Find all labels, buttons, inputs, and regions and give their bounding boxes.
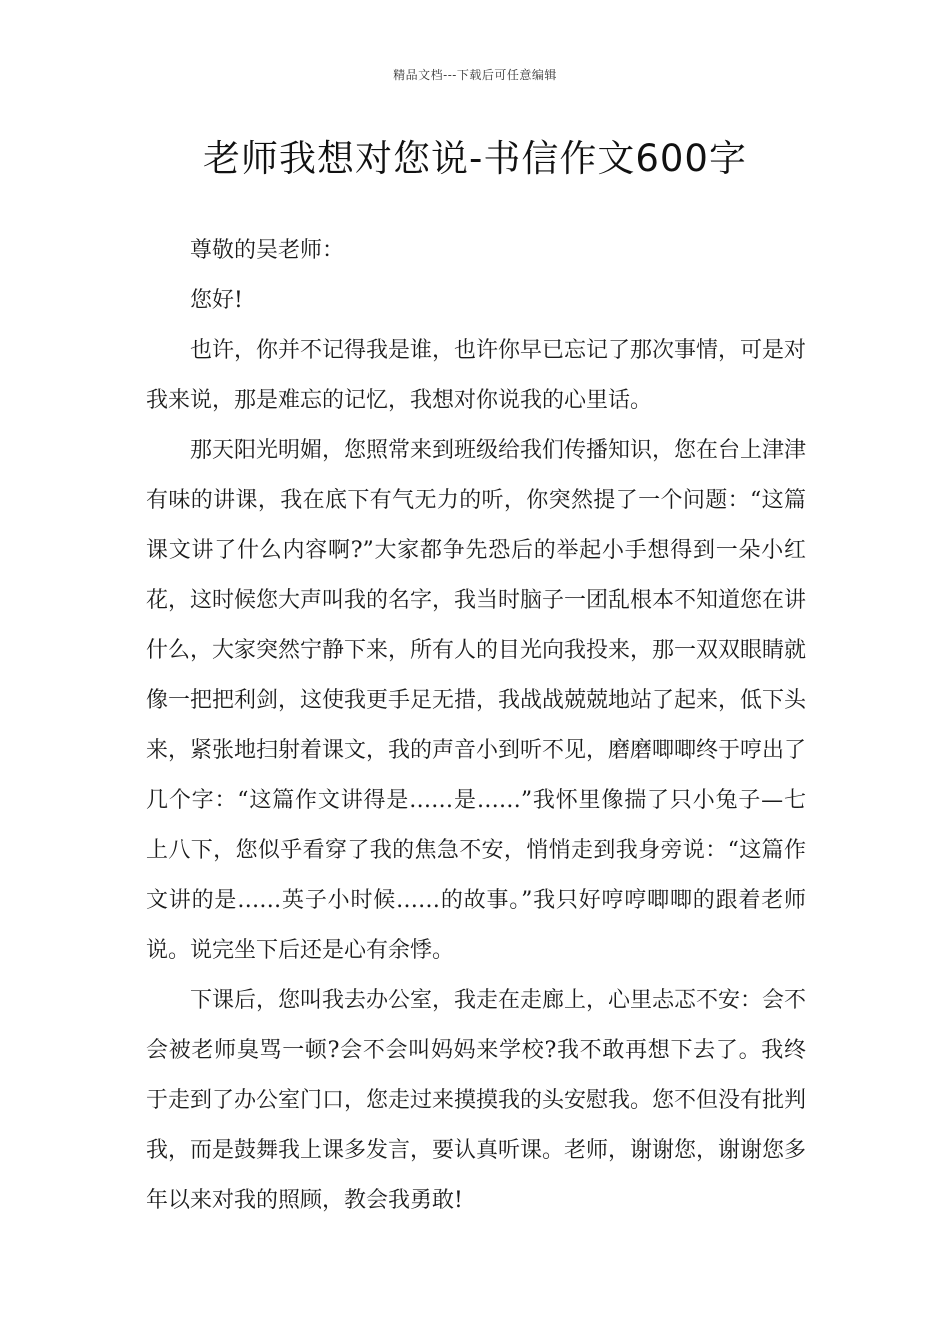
salutation: 尊敬的吴老师： (190, 238, 345, 263)
greeting: 您好! (190, 288, 243, 313)
paragraph: 也许，你并不记得我是谁，也许你早已忘记了那次事情，可是对我来说，那是难忘的记忆，我想对你说我的心里话。 (146, 338, 807, 413)
paragraph: 下课后，您叫我去办公室，我走在走廊上，心里忐忑不安：会不会被老师臭骂一顿?会不会叫妈妈来学校?我不敢再想下去了。我终于走到了办公室门口，您走过来摸摸我的头安慰我。您不但没有批判我，而是鼓舞我上课多发言，要认真听课。老师，谢谢您，谢谢您多年以来对我的照顾，教会我勇敢! (146, 988, 807, 1213)
document-title: 老师我想对您说-书信作文600字 (203, 137, 747, 180)
header-note: 精品文档---下载后可任意编辑 (393, 68, 557, 82)
paragraph: 那天阳光明媚，您照常来到班级给我们传播知识，您在台上津津有味的讲课，我在底下有气无力的听，你突然提了一个问题：“这篇课文讲了什么内容啊?”大家都争先恐后的举起小手想得到一朵小红花，这时候您大声叫我的名字，我当时脑子一团乱根本不知道您在讲什么，大家突然宁静下来，所有人的目光向我投来，那一双双眼睛就像一把把利剑，这使我更手足无措，我战战兢兢地站了起来，低下头来，紧张地扫射着课文，我的声音小到听不见，磨磨唧唧终于哼出了几个字：“这篇作文讲得是……是……”我怀里像揣了只小兔子—七上八下，您似乎看穿了我的焦急不安，悄悄走到我身旁说：“这篇作文讲的是……英子小时候……的故事。”我只好哼哼唧唧的跟着老师说。说完坐下后还是心有余悸。 (146, 438, 807, 963)
letter-body (146, 226, 806, 1226)
